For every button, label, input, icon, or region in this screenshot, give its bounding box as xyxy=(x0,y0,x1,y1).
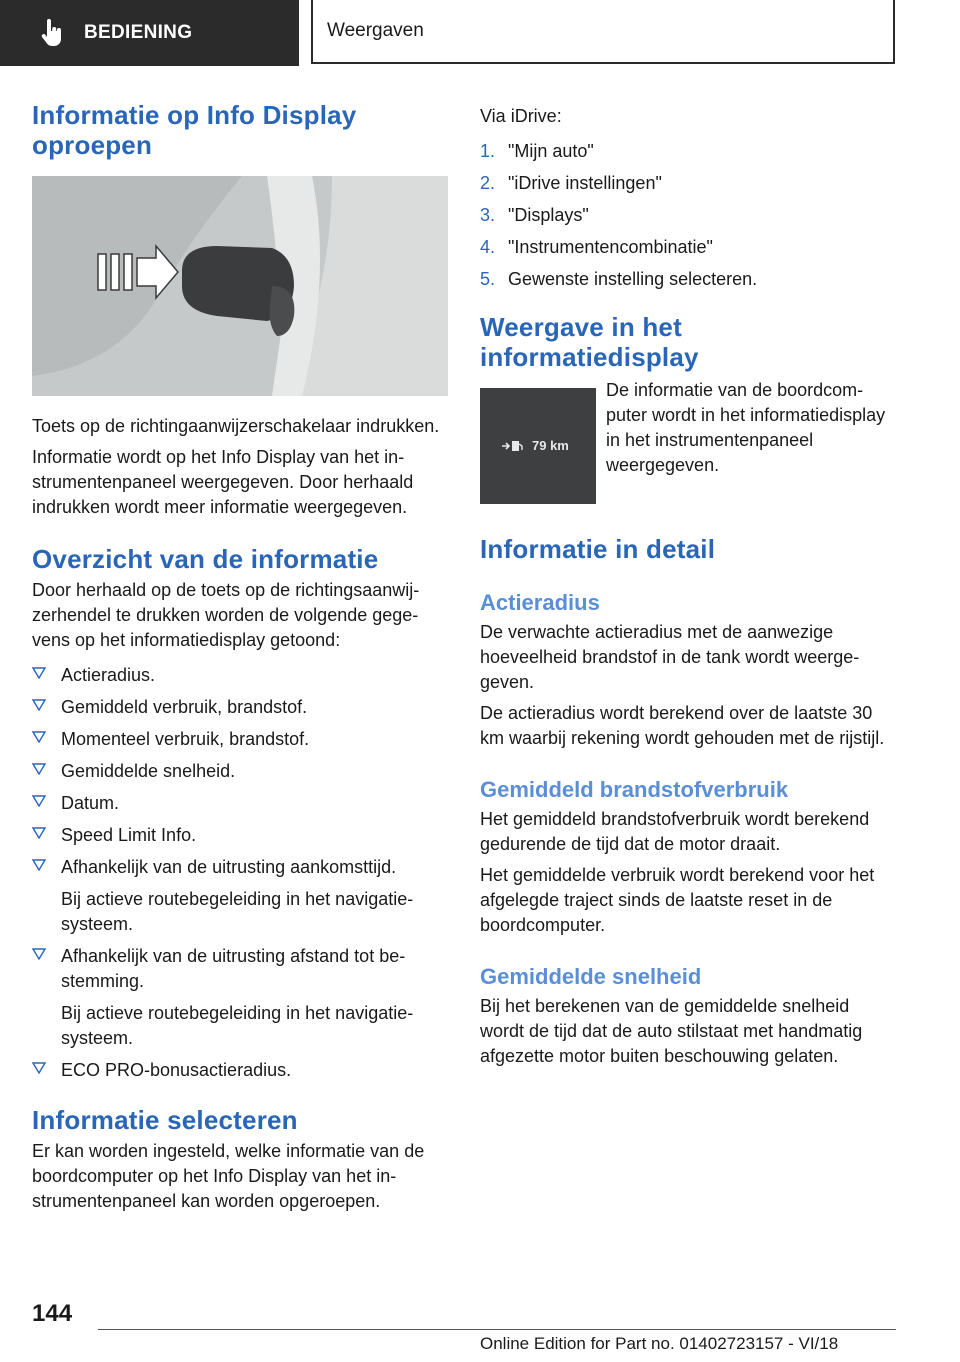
heading-info-display: Informatie op Info Display oproepen xyxy=(32,100,357,160)
step-item: 5. Gewenste instelling selecteren. xyxy=(480,269,758,289)
idrive-steps xyxy=(480,139,890,292)
info-display-image xyxy=(480,388,596,504)
triangle-bullet-icon xyxy=(32,859,46,871)
para-display: De informatie van de boordcomputer wordt in het informatiedisplay in het instrumentenpaneel weergegeven. xyxy=(606,380,886,475)
para-consumption-2: Het gemiddelde verbruik wordt berekend voor het afgelegde traject sinds de laatste reset in de boordcomputer. xyxy=(480,865,875,935)
page-header xyxy=(0,0,960,66)
range-readout xyxy=(502,438,569,453)
list-item-note: Bij actieve routebegeleiding in het navigatiesysteem. xyxy=(61,889,414,934)
turn-signal-lever-illustration xyxy=(32,176,448,396)
list-item: Speed Limit Info. xyxy=(32,823,448,848)
triangle-bullet-icon xyxy=(32,948,46,960)
triangle-bullet-icon xyxy=(32,1062,46,1074)
info-list xyxy=(32,663,448,1083)
para-press-button: Toets op de richtingaanwijzerschakelaar indrukken. xyxy=(32,416,440,436)
heading-select-info: Informatie selecteren xyxy=(32,1105,298,1135)
list-item: Gemiddelde snelheid. xyxy=(32,759,448,784)
triangle-bullet-icon xyxy=(32,827,46,839)
step-item: 4. "Instrumentencombinatie" xyxy=(480,237,713,257)
list-item-note: Bij actieve routebegeleiding in het navigatiesysteem. xyxy=(61,1003,414,1048)
list-item: Afhankelijk van de uitrusting aankomsttijd. Bij actieve routebegeleiding in het navigatiesysteem. xyxy=(32,855,448,937)
list-item: Datum. xyxy=(32,791,448,816)
step-item: 1. "Mijn auto" xyxy=(480,141,594,161)
para-range-2: De actieradius wordt berekend over de laatste 30 km waarbij rekening wordt gehouden met de rijstijl. xyxy=(480,703,885,748)
page-number: 144 xyxy=(32,1300,73,1327)
section-label: BEDIENING xyxy=(84,22,193,43)
section-tab xyxy=(0,0,299,66)
display-row xyxy=(480,380,890,504)
para-consumption-1: Het gemiddeld brandstofverbruik wordt berekend gedurende de tijd dat de motor draait. xyxy=(480,809,870,854)
right-column xyxy=(480,100,890,1069)
para-speed: Bij het berekenen van de gemiddelde snelheid wordt de tijd dat de auto stilstaat met handmatig afgezette motor buiten beschouwing gelaten. xyxy=(480,996,863,1066)
step-item: 2. "iDrive instellingen" xyxy=(480,173,662,193)
heading-overview: Overzicht van de informatie xyxy=(32,544,379,574)
triangle-bullet-icon xyxy=(32,763,46,775)
via-idrive: Via iDrive: xyxy=(480,106,562,126)
subheading-consumption: Gemiddeld brandstofverbruik xyxy=(480,777,789,802)
triangle-bullet-icon xyxy=(32,795,46,807)
list-item: Afhankelijk van de uitrusting afstand tot bestemming. Bij actieve routebegeleiding in het navigatiesysteem. xyxy=(32,944,448,1051)
lever-photo xyxy=(32,176,448,396)
heading-display: Weergave in het informatiedisplay xyxy=(480,312,699,372)
edition-note: Online Edition for Part no. 01402723157 - VI/18 xyxy=(480,1334,839,1353)
chapter-box xyxy=(311,0,895,64)
triangle-bullet-icon xyxy=(32,731,46,743)
para-select-info: Er kan worden ingesteld, welke informatie van de boordcomputer op het Info Display van het instrumentenpaneel kan worden opgeroepen. xyxy=(32,1141,425,1211)
triangle-bullet-icon xyxy=(32,667,46,679)
triangle-bullet-icon xyxy=(32,699,46,711)
list-item: Gemiddeld verbruik, brandstof. xyxy=(32,695,448,720)
para-info-shown: Informatie wordt op het Info Display van het instrumentenpaneel weergegeven. Door herhaald indrukken wordt meer informatie weergegeven. xyxy=(32,447,414,517)
hand-pointer-icon xyxy=(40,19,64,47)
subheading-range: Actieradius xyxy=(480,590,600,615)
para-range-1: De verwachte actieradius met de aanwezige hoeveelheid brandstof in de tank wordt weergegeven. xyxy=(480,622,860,692)
subheading-speed: Gemiddelde snelheid xyxy=(480,964,702,989)
list-item: ECO PRO-bonusactieradius. xyxy=(32,1058,448,1083)
chapter-label: Weergaven xyxy=(327,20,424,41)
range-value: 79 km xyxy=(532,438,569,453)
left-column xyxy=(32,100,448,1214)
heading-detail: Informatie in detail xyxy=(480,534,716,564)
list-item: Actieradius. xyxy=(32,663,448,688)
fuel-range-icon xyxy=(502,440,524,452)
list-item: Momenteel verbruik, brandstof. xyxy=(32,727,448,752)
para-overview: Door herhaald op de toets op de richtingsaanwijzerhendel te drukken worden de volgende gegevens op het informatiedisplay getoond: xyxy=(32,580,420,650)
step-item: 3. "Displays" xyxy=(480,205,589,225)
footer-divider xyxy=(98,1329,896,1330)
